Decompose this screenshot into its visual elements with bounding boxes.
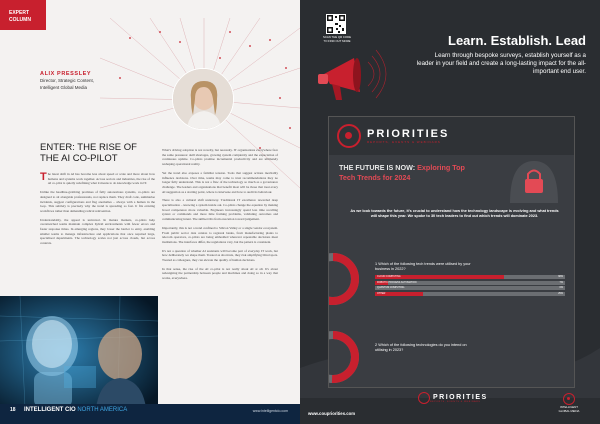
bar-row <box>375 281 565 285</box>
report-title-line-1 <box>339 163 465 172</box>
card-header <box>329 117 574 155</box>
paragraph: What's driving adoption is not novelty, but necessity. IT organisations everywhere face the same pressures: skill shortages, growing system complexity and the expectation of continuous uptime. Co-pilots promise incremental productivity and are ultimately reshaping operational reality. <box>162 148 278 167</box>
donut-chart-icon <box>328 327 363 387</box>
article-column-2 <box>162 148 278 285</box>
article-column-1 <box>40 172 155 250</box>
section-tag: EXPERT COLUMN <box>0 0 46 30</box>
paragraph: In that sense, the rise of the AI co-pilot is not really about AI at all. It's about redesigning the partnership between people and machines and doing so in a way that works, everywhere. <box>162 266 278 281</box>
report-title-line-2 <box>339 173 410 182</box>
question-text: Which of the following tech trends were utilised by your business in 2022? <box>375 262 471 271</box>
report-title-prefix: THE FUTURE IS NOW: <box>339 163 418 172</box>
bar-label: QUANTUM COMPUTING <box>377 286 405 289</box>
igm-logo-icon <box>563 393 575 405</box>
author-role-line-1: Director, Strategic Content, <box>40 78 95 83</box>
report-cover-card[interactable] <box>328 116 575 388</box>
drop-cap: T <box>40 171 47 183</box>
igm-logo-text-1: INTELLIGENT <box>559 405 579 409</box>
bar-label: OTHER <box>377 291 386 295</box>
bar-value: 68% <box>558 275 563 278</box>
survey-bars <box>375 275 565 297</box>
article-headline <box>40 143 150 164</box>
footer-brand-tagline: REPORTS, EVENTS & WEBINARS <box>430 400 481 403</box>
author-photo <box>172 68 234 130</box>
priorities-logo-icon <box>418 392 430 404</box>
publication-edition: NORTH AMERICA <box>77 407 128 413</box>
author-name: ALIX PRESSLEY <box>40 71 92 77</box>
paragraph: Understandably, the appeal is universal. In mature markets, co-pilots help overstretched teams maintain complex hybrid environments with fewer errors and faster response times. In emerging regions, they lower the barrier to entry, enabling smaller teams to manage infrastructure and applications that once required large, specialised departments. The technology scales not just across clouds, but across contexts. <box>40 217 155 246</box>
publication-title: INTELLIGENT CIO <box>24 407 76 413</box>
report-title-highlight: Exploring Top <box>417 163 465 172</box>
qr-label: SCAN THE QR CODE TO FIND OUT MORE <box>323 35 351 43</box>
publication-url: www.intelligentcio.com <box>252 409 288 413</box>
ai-robot-illustration <box>0 296 158 408</box>
brand-name: PRIORITIES <box>367 128 450 140</box>
left-page-footer <box>0 404 300 424</box>
headline-line-2: THE AI CO-PILOT <box>40 152 118 164</box>
paragraph: Importantly, this is not a trend confined to Silicon Valley or a single vendor ecosystem. From public sector data centres to regional banks, from manufacturing plants to telecom operators, co-pilots are being embedded wherever repeatable decisions meet institutions. The interfaces differ, the regulations vary, but the pattern is consistent. <box>162 225 278 244</box>
bar-row <box>375 292 565 296</box>
bar-label: CLOUD COMPUTING <box>377 275 401 278</box>
paragraph: Unlike the headline-grabbing promises of fully autonomous systems, co-pilots are designed to sit alongside professionals, not replace them. They draft code, summarise incidents, suggest configurations and flag anomalies – always with a human in the loop. This subtlety is precisely why the trend is spreading so fast. It fits existing workflows rather than demanding radical reinvention. <box>40 190 155 213</box>
promo-title: Learn. Establish. Lead <box>448 33 586 48</box>
brand-tagline: REPORTS, EVENTS & WEBINARS <box>367 140 441 144</box>
megaphone-icon <box>310 44 400 114</box>
author-role-line-2: Intelligent Global Media <box>40 84 88 90</box>
report-intro: As we look towards the future, it's crucial to understand how the technology landscape is evolving and what trends will shape this year. We spoke to 30 tech leaders to find out which trends will dominate 2023. <box>350 209 559 219</box>
advert-url[interactable]: www.coupriorities.com <box>308 411 356 416</box>
headline-line-1: ENTER: THE RISE OF <box>40 142 137 153</box>
priorities-logo-icon <box>337 124 361 148</box>
publication-name <box>24 407 127 413</box>
paragraph <box>40 172 155 186</box>
paragraph: It's not a question of whether AI assistants will become part of everyday IT work, but how deliberately we shape them. Treated as shortcuts, they risk amplifying blind spots. Treated as colleagues, they can elevate the quality of human decisions. <box>162 248 278 263</box>
donut-chart-icon <box>328 249 363 309</box>
lock-dome-icon <box>504 153 564 203</box>
bar-value: 7% <box>559 280 563 284</box>
promo-subtitle: Learn through bespoke surveys, establish yourself as a leader in your field and create a long-lasting impact for the all-important end user. <box>416 52 586 75</box>
bar-row <box>375 275 565 279</box>
footer-brand-name: PRIORITIES <box>433 393 488 401</box>
question-number: 1 <box>375 262 378 266</box>
igm-logo <box>548 393 590 414</box>
question-text: Which of the following technologies do you intend on utilising in 2023? <box>375 343 467 352</box>
right-page-advert <box>300 0 600 424</box>
footer-priorities-logo <box>418 392 488 404</box>
igm-logo-text-2: GLOBAL MEDIA <box>558 409 580 414</box>
survey-question-2 <box>375 343 475 353</box>
report-title-line-2-text: Tech Trends for 2024 <box>339 173 411 182</box>
qr-code[interactable] <box>326 14 346 34</box>
brand-block <box>367 128 449 144</box>
paragraph-text: he latest shift in AI has become less about speed or scale and more about how humans and systems work together. Across sectors and industries, the rise of the AI co-pilot is quietly redefining what it means to do knowledge work in IT. <box>47 172 155 186</box>
bar-row <box>375 286 565 290</box>
byline <box>40 70 140 91</box>
bar-label: ROBOTIC PROCESS AUTOMATION <box>377 280 417 284</box>
bar-value: 25% <box>558 291 563 295</box>
paragraph: There is also a cultural shift underway. Traditional IT excellence rewarded deep specialisation – knowing a system inside out. Co-pilots change the equation by making broad competence more valuable. Engineers increasingly spend less time recalling syntax or commands and more time framing problems, validating outcomes and communicating intent. The skillset tilts from execution toward judgement. <box>162 198 278 222</box>
bar-value: 0% <box>559 286 563 289</box>
paragraph: Yet the trend also exposes a familiar tension. Tools that suggest actions inevitably influence decisions. Over time, teams may come to trust recommendations they no longer fully understand. This is not a flaw of the technology so much as a governance challenge. The leaders and organisations that benefit most will be those that treat every AI suggestion as a starting point, where to intervene and how to audit its behaviour. <box>162 170 278 194</box>
survey-question-1 <box>375 262 475 272</box>
page-number: 18 <box>10 407 16 413</box>
question-number: 2 <box>375 343 378 347</box>
